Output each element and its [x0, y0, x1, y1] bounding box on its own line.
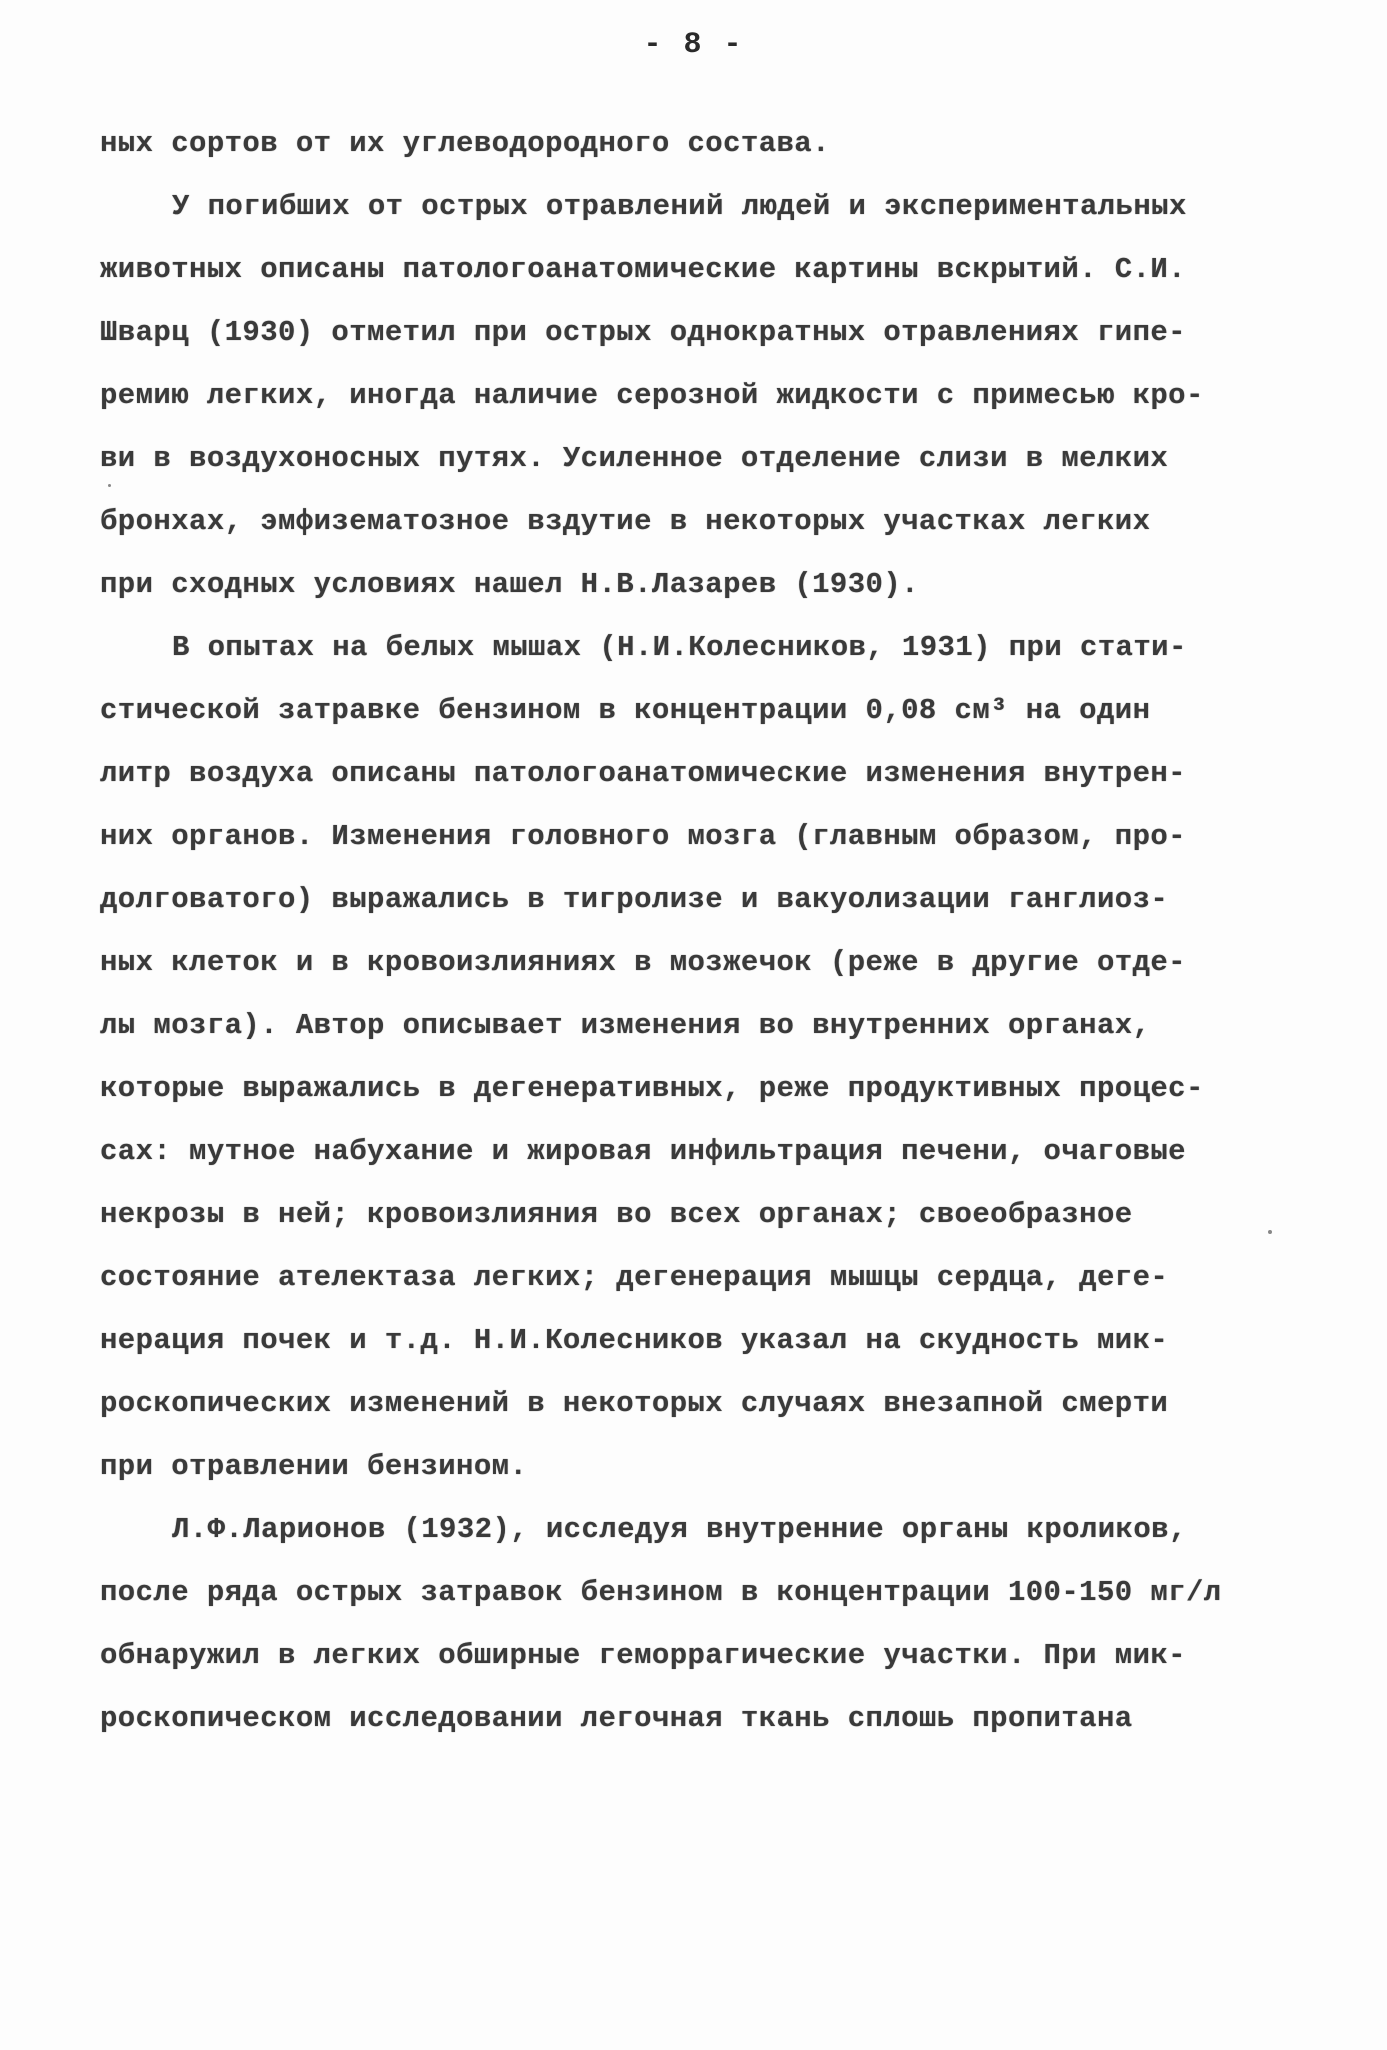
paper-speck — [108, 484, 111, 487]
text-line: бронхах, эмфизематозное вздутие в некоторых участках легких — [100, 505, 1151, 538]
text-line: при сходных условиях нашел Н.В.Лазарев (1930). — [100, 568, 919, 601]
text-line: стической затравке бензином в концентрации 0,08 см³ на один — [100, 694, 1151, 727]
text-line: животных описаны патологоанатомические картины вскрытий. С.И. — [100, 253, 1186, 286]
text-line: ных сортов от их углеводородного состава. — [100, 127, 830, 160]
text-line: долговатого) выражались в тигролизе и вакуолизации ганглиоз- — [100, 883, 1169, 916]
text-line: роскопических изменений в некоторых случаях внезапной смерти — [100, 1387, 1169, 1420]
text-line: роскопическом исследовании легочная ткань сплошь пропитана — [100, 1702, 1133, 1735]
text-line: сах: мутное набухание и жировая инфильтрация печени, очаговые — [100, 1135, 1186, 1168]
text-line: при отравлении бензином. — [100, 1450, 528, 1483]
text-line: У погибших от острых отравлений людей и экспериментальных — [172, 190, 1187, 223]
text-line: состояние ателектаза легких; дегенерация мышцы сердца, деге- — [100, 1261, 1169, 1294]
document-body — [100, 112, 1300, 1750]
paper-speck — [1268, 1230, 1272, 1234]
text-line: ремию легких, иногда наличие серозной жидкости с примесью кро- — [100, 379, 1204, 412]
text-line: некрозы в ней; кровоизлияния во всех органах; своеобразное — [100, 1198, 1133, 1231]
text-line: литр воздуха описаны патологоанатомические изменения внутрен- — [100, 757, 1186, 790]
text-line: ных клеток и в кровоизлияниях в мозжечок (реже в другие отде- — [100, 946, 1186, 979]
page-number: - 8 - — [643, 28, 744, 62]
text-line: нерация почек и т.д. Н.И.Колесников указал на скудность мик- — [100, 1324, 1169, 1357]
text-line: них органов. Изменения головного мозга (главным образом, про- — [100, 820, 1186, 853]
text-line: лы мозга). Автор описывает изменения во внутренних органах, — [100, 1009, 1151, 1042]
text-line: Шварц (1930) отметил при острых однократных отравлениях гипе- — [100, 316, 1186, 349]
text-line: которые выражались в дегенеративных, реже продуктивных процес- — [100, 1072, 1204, 1105]
text-line: после ряда острых затравок бензином в концентрации 100-150 мг/л — [100, 1576, 1222, 1609]
text-line: Л.Ф.Ларионов (1932), исследуя внутренние органы кроликов, — [172, 1513, 1187, 1546]
text-line: ви в воздухоносных путях. Усиленное отделение слизи в мелких — [100, 442, 1169, 475]
text-line: обнаружил в легких обширные геморрагические участки. При мик- — [100, 1639, 1186, 1672]
text-line: В опытах на белых мышах (Н.И.Колесников, 1931) при стати- — [172, 631, 1187, 664]
